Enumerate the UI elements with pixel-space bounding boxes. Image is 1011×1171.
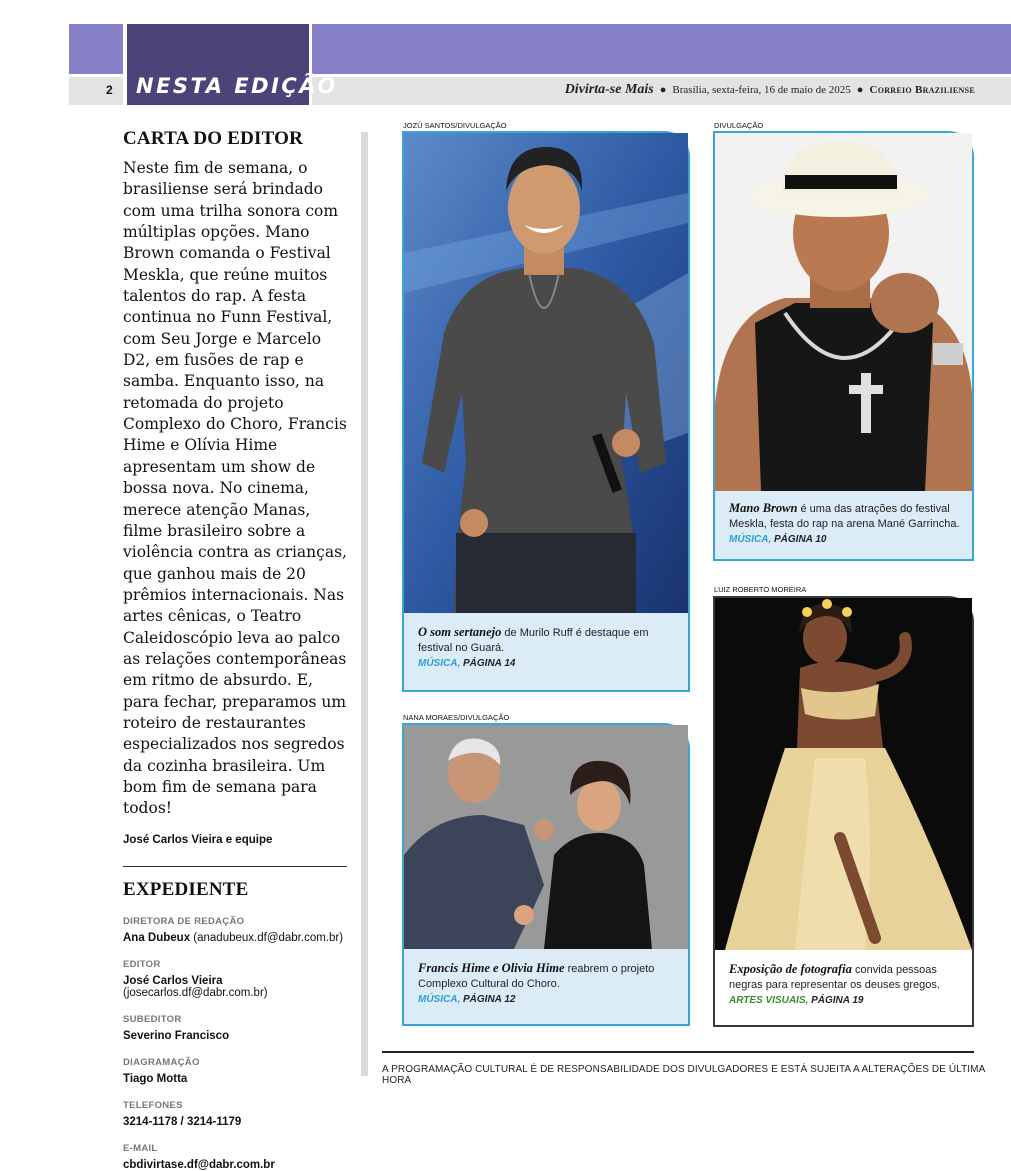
staff-name: José Carlos Vieira xyxy=(123,974,223,987)
contact-email: cbdivirtase.df@dabr.com.br xyxy=(123,1158,275,1171)
expediente-label: SUBEDITOR xyxy=(123,1013,182,1025)
section-tag[interactable] xyxy=(729,534,962,545)
expediente-value xyxy=(123,1159,353,1171)
card-caption xyxy=(418,961,678,1005)
section-tag[interactable] xyxy=(418,994,678,1005)
expediente-item xyxy=(123,1100,353,1128)
rapper-photo xyxy=(715,133,972,491)
caption-text: de Murilo Ruff é destaque em festival no Guará. xyxy=(418,627,649,654)
expediente-item xyxy=(123,1057,353,1085)
left-column xyxy=(123,128,353,1171)
story-card-mano-brown[interactable] xyxy=(713,131,974,561)
staff-email: (josecarlos.df@dabr.com.br) xyxy=(123,986,268,999)
staff-email: (anadubeux.df@dabr.com.br) xyxy=(190,931,344,944)
bullet-dot: ● xyxy=(856,84,864,96)
caption-text: é uma das atrações do festival Meskla, festa do rap na arena Mané Garrincha. xyxy=(729,503,960,530)
expediente-value xyxy=(123,1116,353,1128)
staff-name: Ana Dubeux xyxy=(123,931,191,944)
section-title: NESTA EDIÇÃO xyxy=(136,74,338,98)
expediente-item xyxy=(123,959,353,999)
phone-numbers: 3214-1178 / 3214-1179 xyxy=(123,1115,242,1128)
header-dateline xyxy=(565,82,975,98)
tag-page: PÁGINA 19 xyxy=(811,995,864,1006)
footer-rule xyxy=(382,1051,974,1053)
story-card-hime[interactable] xyxy=(402,723,690,1026)
editor-letter-title: CARTA DO EDITOR xyxy=(123,128,304,149)
section-divider xyxy=(123,866,347,867)
editor-signature: José Carlos Vieira e equipe xyxy=(123,833,273,846)
photo-credit: LUIZ ROBERTO MOREIRA xyxy=(714,585,807,594)
expediente-label: E-MAIL xyxy=(123,1142,158,1154)
staff-name: Severino Francisco xyxy=(123,1029,230,1042)
card-caption xyxy=(418,625,678,669)
header-strip-left xyxy=(69,77,123,105)
caption-lead: Mano Brown xyxy=(729,501,798,515)
expediente-value xyxy=(123,932,353,944)
editor-letter-body: Neste fim de semana, o brasiliense será brindado com uma trilha sonora com múltiplas opções. Mano Brown comanda o Festival Meskla, que reúne muitos talentos do rap. A festa continua no Funn Festival, com Seu Jorge e Marcelo D2, em fusões de rap e samba. Enquanto isso, na retomada do projeto Complexo do Choro, Francis Hime e Olívia Hime apresentam um show de bossa nova. No cinema, merece atenção Manas, filme brasileiro sobre a violência contra as crianças, que ganhou mais de 20 prêmios internacionais. Nas artes cênicas, o Teatro Caleidoscópio leva ao palco as relações contemporâneas em ritmo de absurdo. E, para fechar, preparamos um roteiro de restaurantes especializados nos segredos da cozinha brasileira. Um bom fim de semana para todos! xyxy=(123,159,347,818)
dateline-text: Brasília, sexta-feira, 16 de maio de 2025 xyxy=(672,84,851,96)
tag-category: MÚSICA, xyxy=(418,994,461,1005)
section-tag[interactable] xyxy=(418,658,678,669)
expediente-value xyxy=(123,975,353,999)
caption-lead: Exposição de fotografia xyxy=(729,962,852,976)
story-card-exposicao[interactable] xyxy=(713,596,974,1027)
caption-text: convida pessoas negras para representar os deuses gregos. xyxy=(729,964,940,991)
caption-text: reabrem o projeto Complexo Cultural do Choro. xyxy=(418,963,655,990)
expediente-label: TELEFONES xyxy=(123,1099,183,1111)
photo-credit: DIVULGAÇÃO xyxy=(714,121,764,130)
caption-lead: O som sertanejo xyxy=(418,625,502,639)
story-card-sertanejo[interactable] xyxy=(402,131,690,692)
staff-name: Tiago Motta xyxy=(123,1072,188,1085)
tag-page: PÁGINA 12 xyxy=(463,994,516,1005)
expediente-item xyxy=(123,1143,353,1171)
card-caption xyxy=(729,501,962,545)
publication-name: Correio Braziliense xyxy=(869,84,975,96)
section-tag[interactable] xyxy=(729,995,962,1006)
footer-disclaimer: A PROGRAMAÇÃO CULTURAL É DE RESPONSABILIDADE DOS DIVULGADORES E ESTÁ SUJEITA A ALTERAÇÕES DE ÚLTIMA HORA xyxy=(382,1064,985,1086)
singer-photo xyxy=(404,133,688,613)
tag-page: PÁGINA 10 xyxy=(774,534,827,545)
expediente-label: DIRETORA DE REDAÇÃO xyxy=(123,915,245,927)
column-rule xyxy=(361,132,368,1076)
photo-credit: NANA MORAES/DIVULGAÇÃO xyxy=(403,713,510,722)
header-accent-left xyxy=(69,24,123,74)
page-number: 2 xyxy=(106,83,113,97)
tag-category: ARTES VISUAIS, xyxy=(729,995,809,1006)
tag-category: MÚSICA, xyxy=(729,534,772,545)
expediente-item xyxy=(123,1014,353,1042)
tag-page: PÁGINA 14 xyxy=(463,658,516,669)
exhibition-photo xyxy=(715,598,972,950)
expediente-value xyxy=(123,1030,353,1042)
bullet-dot: ● xyxy=(659,84,667,96)
expediente-label: DIAGRAMAÇÃO xyxy=(123,1056,200,1068)
photo-credit: JOZÚ SANTOS/DIVULGAÇÃO xyxy=(403,121,507,130)
expediente-value xyxy=(123,1073,353,1085)
header-accent-right xyxy=(312,24,1011,74)
expediente-item xyxy=(123,916,353,944)
expediente-label: EDITOR xyxy=(123,958,161,970)
tag-category: MÚSICA, xyxy=(418,658,461,669)
card-caption xyxy=(729,962,962,1006)
expediente-title: EXPEDIENTE xyxy=(123,878,249,900)
couple-photo xyxy=(404,725,688,949)
supplement-name: Divirta-se Mais xyxy=(564,82,654,97)
caption-lead: Francis Hime e Olivia Hime xyxy=(418,961,565,975)
